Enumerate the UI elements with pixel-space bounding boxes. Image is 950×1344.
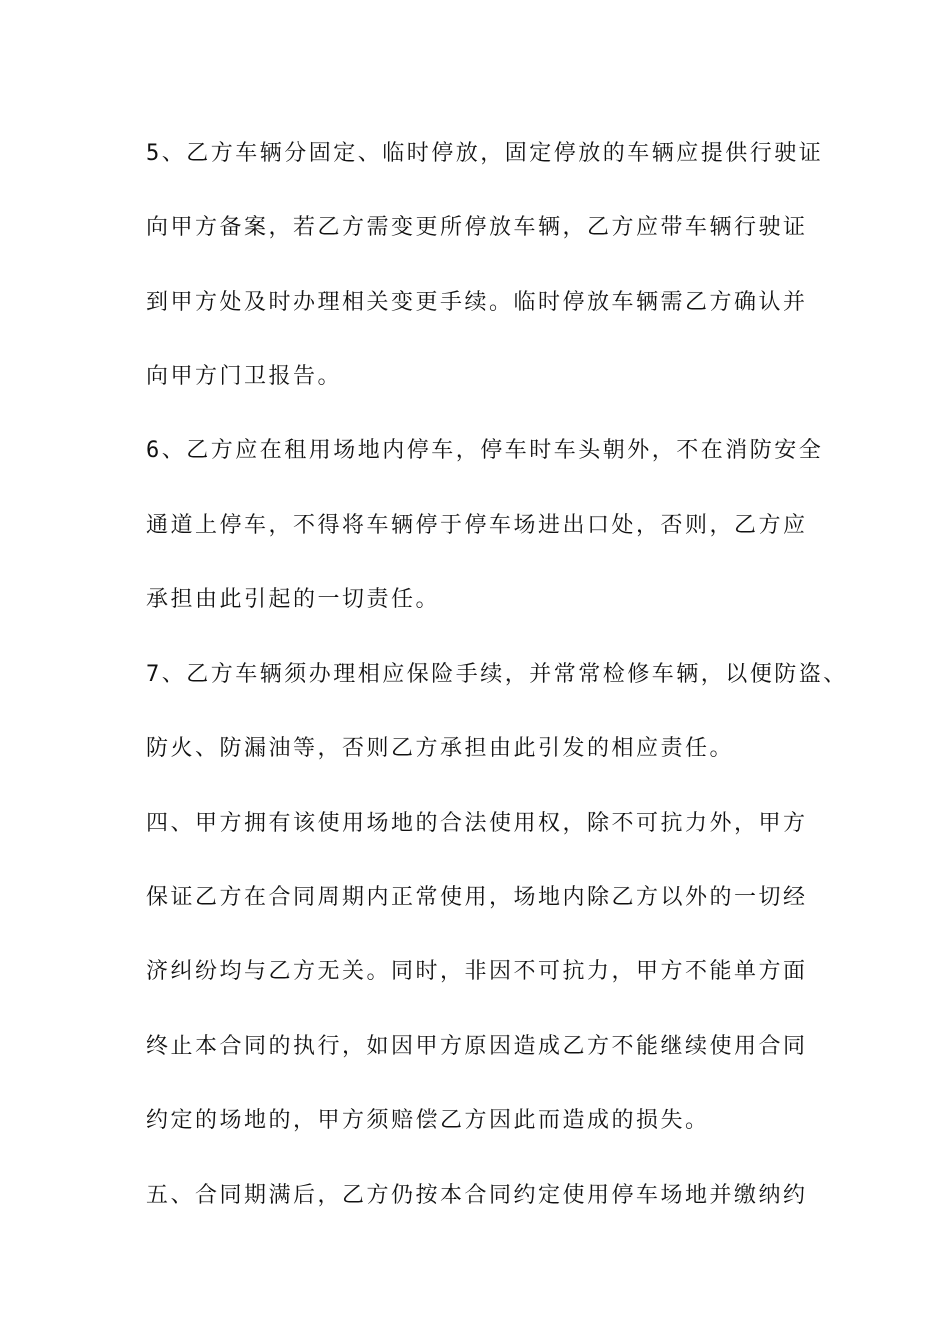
text-line: 终止本合同的执行，如因甲方原因造成乙方不能继续使用合同 [146, 1034, 808, 1059]
text-line: 通道上停车，不得将车辆停于停车场进出口处，否则，乙方应 [146, 513, 808, 538]
text-line: 到甲方处及时办理相关变更手续。临时停放车辆需乙方确认并 [146, 290, 808, 315]
text-line: 向甲方门卫报告。 [146, 364, 343, 389]
text-line: 5、乙方车辆分固定、临时停放，固定停放的车辆应提供行驶证 [146, 141, 824, 166]
text-line: 五、合同期满后，乙方仍按本合同约定使用停车场地并缴纳约 [146, 1183, 808, 1208]
text-line: 承担由此引起的一切责任。 [146, 587, 441, 612]
text-line: 四、甲方拥有该使用场地的合法使用权，除不可抗力外，甲方 [146, 811, 808, 836]
text-line: 向甲方备案，若乙方需变更所停放车辆，乙方应带车辆行驶证 [146, 215, 808, 240]
text-line: 保证乙方在合同周期内正常使用，场地内除乙方以外的一切经 [146, 885, 808, 910]
text-line: 济纠纷均与乙方无关。同时，非因不可抗力，甲方不能单方面 [146, 959, 808, 984]
text-line: 约定的场地的，甲方须赔偿乙方因此而造成的损失。 [146, 1108, 710, 1133]
text-line: 6、乙方应在租用场地内停车，停车时车头朝外，不在消防安全 [146, 438, 824, 463]
text-line: 7、乙方车辆须办理相应保险手续，并常常检修车辆，以便防盗、 [146, 662, 848, 687]
text-line: 防火、防漏油等，否则乙方承担由此引发的相应责任。 [146, 736, 735, 761]
